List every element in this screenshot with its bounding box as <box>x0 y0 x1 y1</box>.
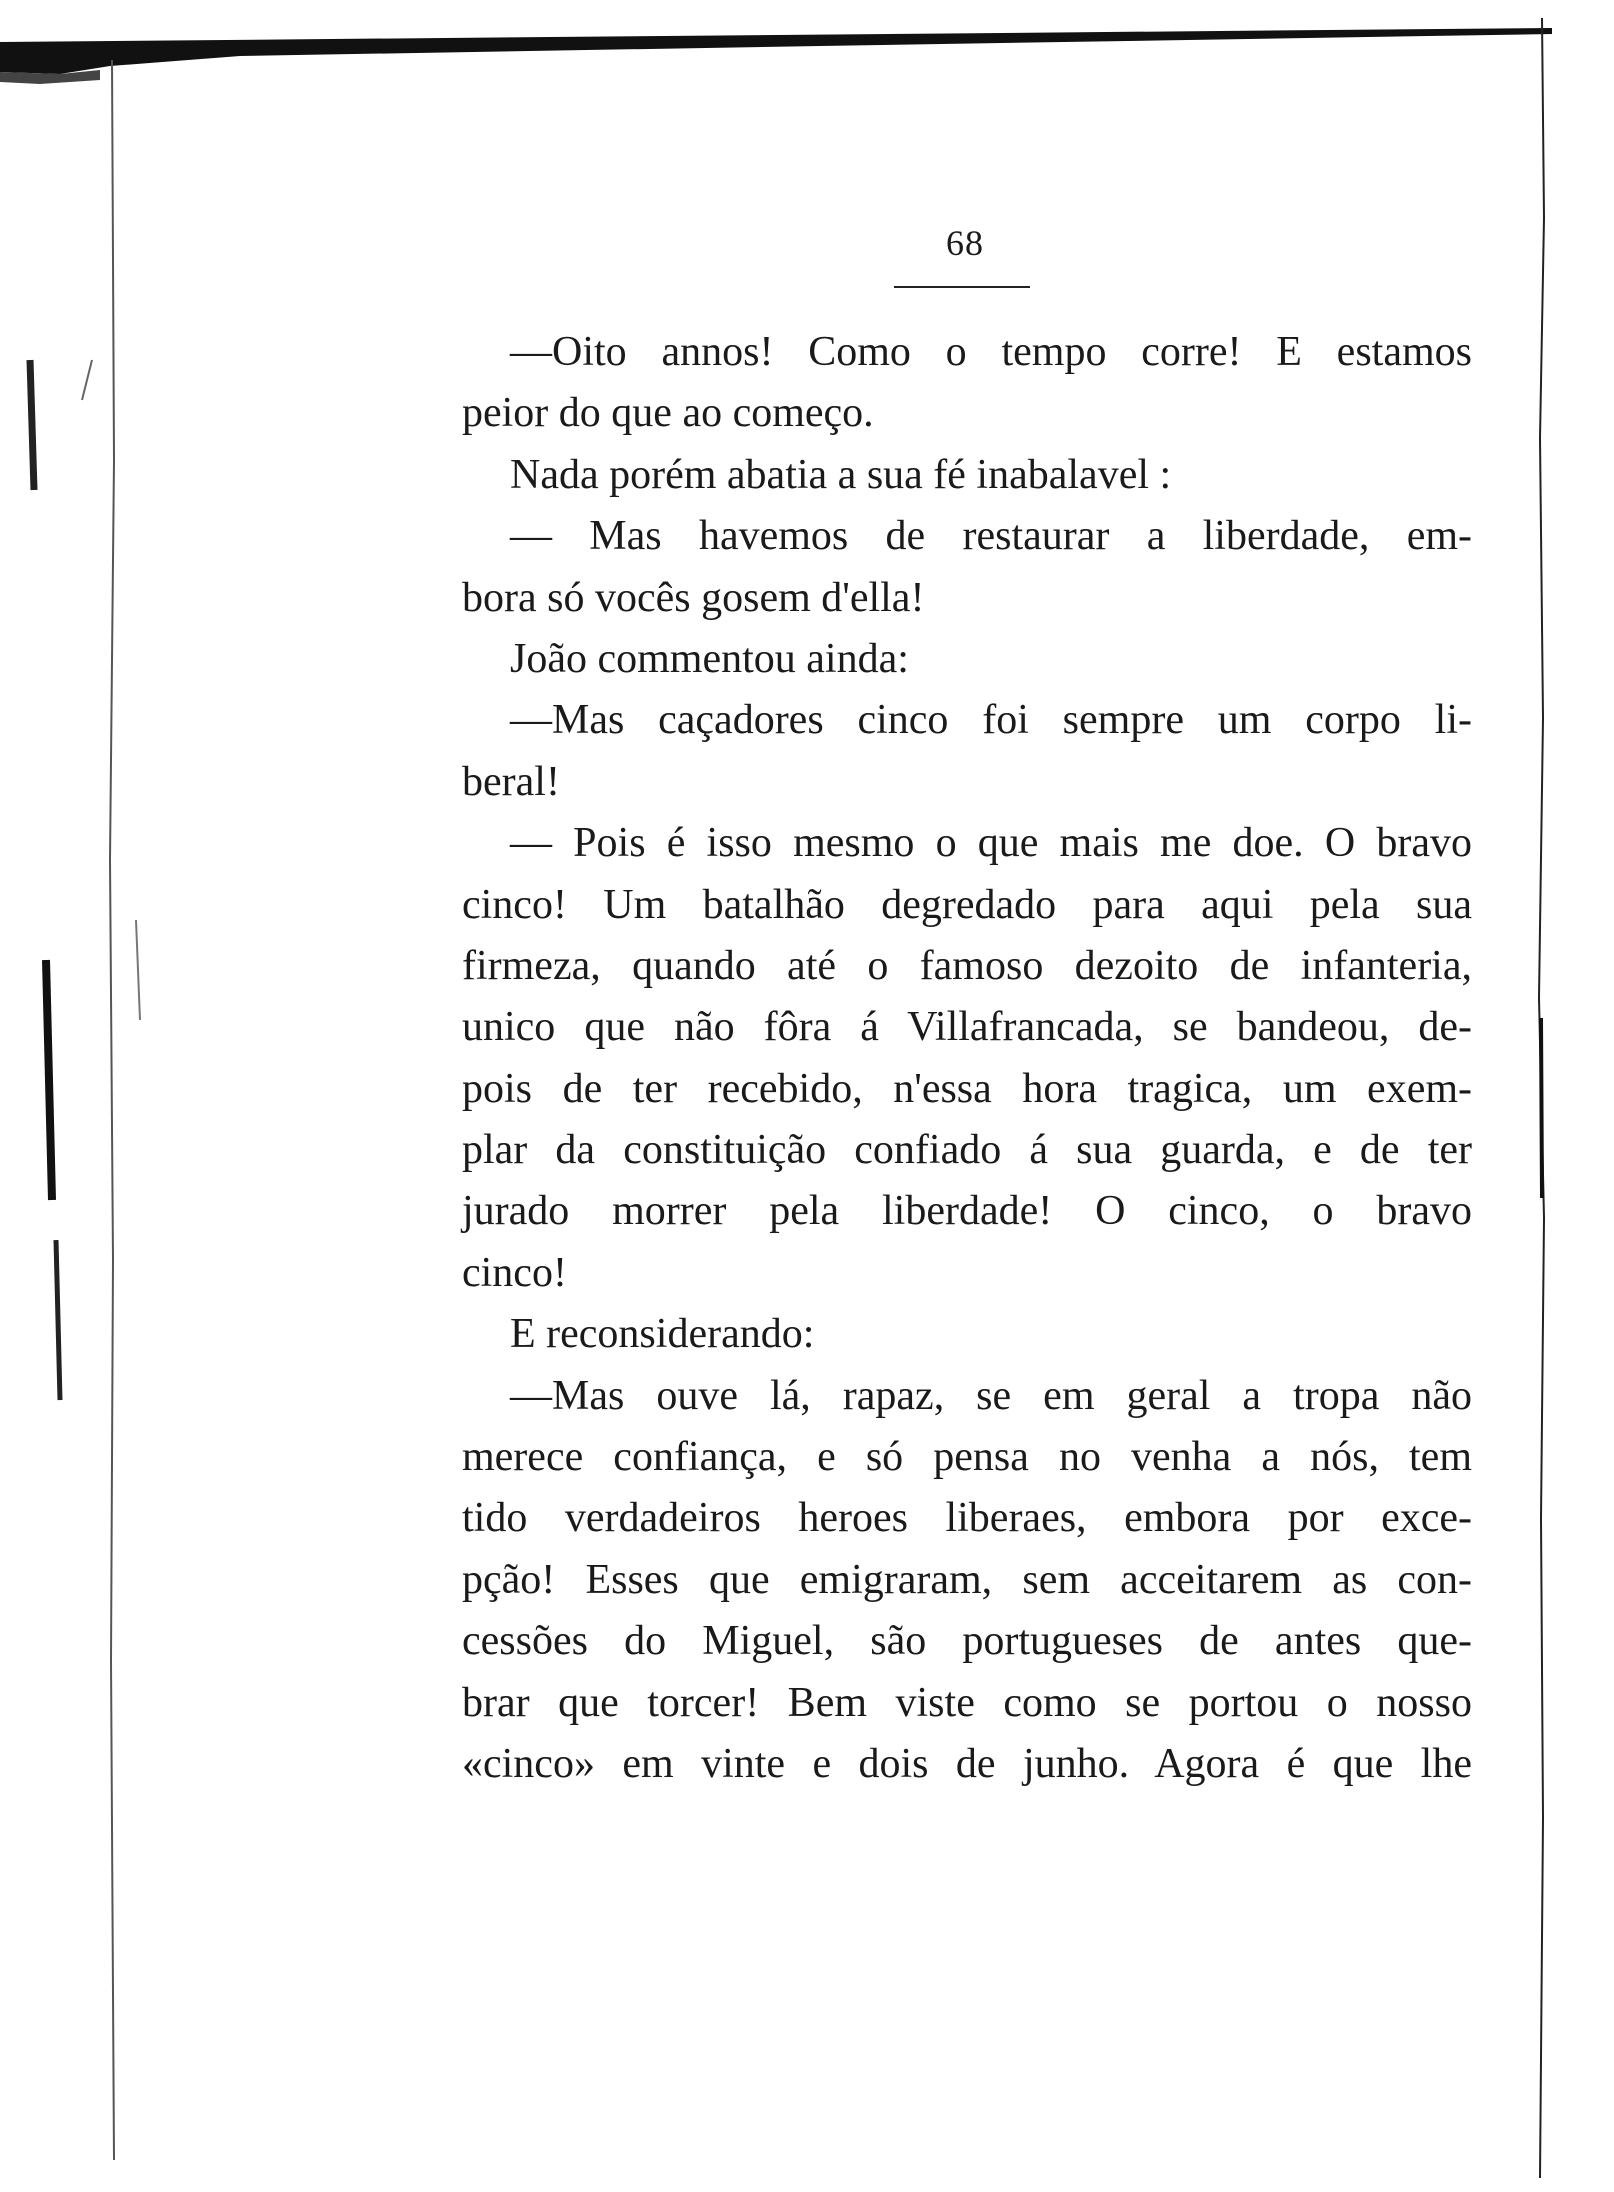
text-line: — Pois é isso mesmo o que mais me doe. O bravo <box>510 820 1472 867</box>
left-scan-edge <box>0 60 190 2160</box>
text-line: —Mas caçadores cinco foi sempre um corpo li- <box>510 697 1472 744</box>
text-line: jurado morrer pela liberdade! O cinco, o bravo <box>462 1188 1472 1235</box>
text-line: cessões do Miguel, são portugueses de antes que- <box>462 1618 1472 1665</box>
text-line: —Oito annos! Como o tempo corre! E estamos <box>510 329 1472 375</box>
text-line: unico que não fôra á Villafrancada, se bandeou, de- <box>462 1004 1472 1051</box>
text-line: bora só vocês gosem d'ella! <box>462 574 925 621</box>
text-line: pois de ter recebido, n'essa hora tragica, um exem- <box>462 1065 1472 1112</box>
text-line: — Mas havemos de restaurar a liberdade, em- <box>510 513 1472 560</box>
text-line: —Mas ouve lá, rapaz, se em geral a tropa não <box>510 1372 1472 1419</box>
text-line: peior do que ao começo. <box>462 390 874 437</box>
text-line: pção! Esses que emigraram, sem acceitarem as con- <box>462 1556 1472 1603</box>
body-text <box>462 322 1472 1795</box>
right-scan-edge <box>1528 18 1552 2178</box>
text-line: João commentou ainda: <box>510 635 909 682</box>
text-line: cinco! Um batalhão degredado para aqui pela sua <box>462 881 1472 928</box>
page-number: 68 <box>946 223 984 263</box>
text-line: cinco! <box>462 1249 567 1296</box>
text-line: E reconsiderando: <box>510 1311 815 1358</box>
text-line: beral! <box>462 758 560 805</box>
text-line: Nada porém abatia a sua fé inabalavel : <box>510 451 1172 498</box>
text-line: tido verdadeiros heroes liberaes, embora por exce- <box>462 1495 1472 1542</box>
text-line: firmeza, quando até o famoso dezoito de infanteria, <box>462 942 1472 989</box>
top-scan-edge <box>0 28 1552 88</box>
page-number-rule <box>894 286 1030 288</box>
text-line: plar da constituição confiado á sua guarda, e de ter <box>462 1127 1472 1174</box>
text-line: merece confiança, e só pensa no venha a nós, tem <box>462 1434 1472 1481</box>
text-line: brar que torcer! Bem viste como se portou o nosso <box>462 1679 1472 1726</box>
text-line: «cinco» em vinte e dois de junho. Agora é que lhe <box>462 1740 1472 1787</box>
